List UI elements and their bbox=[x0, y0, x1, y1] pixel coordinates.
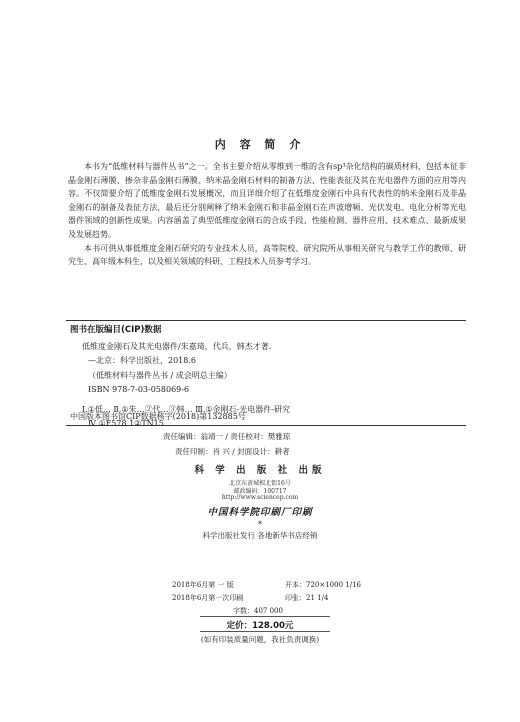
printing-date: 2018年6月第一次印刷 bbox=[172, 594, 244, 602]
cip-line: Ⅳ.①F578.1②TN15 bbox=[88, 419, 164, 429]
publisher-website: http://www.sciencep.com bbox=[221, 494, 299, 501]
staff-printing: 责任印制：肖 兴 / 封面设计：耕者 bbox=[175, 447, 290, 456]
word-count: 字数：407 000 bbox=[233, 607, 283, 615]
edition-date: 2018年6月第 一 版 bbox=[172, 581, 234, 589]
cip-top-rule bbox=[66, 320, 466, 321]
staff-editors: 责任编辑：翁靖一 / 责任校对：樊雅琼 bbox=[163, 432, 291, 441]
price-top-rule bbox=[200, 616, 330, 617]
quality-notice: (如有印装质量问题，我社负责调换) bbox=[200, 635, 320, 644]
intro-text bbox=[68, 160, 466, 269]
cip-line: —北京：科学出版社，2018.6 bbox=[88, 356, 196, 366]
publisher-name: 科 学 出 版 社 出版 bbox=[194, 465, 326, 476]
cip-bottom-rule bbox=[66, 425, 466, 426]
intro-title: 内 容 简 介 bbox=[214, 138, 306, 151]
format-size: 开本：720×1000 1/16 bbox=[285, 581, 361, 589]
cip-record-number: 中国版本图书馆CIP数据核字(2018)第132885号 bbox=[70, 412, 246, 421]
cip-line: ISBN 978-7-03-058069-6 bbox=[88, 385, 190, 395]
intro-paragraph: 本书可供从事低维度金刚石研究的专业技术人员，高等院校、研究院所从事相关研究与教学工作的教师、研究生、高年级本科生，以及相关领域的科研、工程技术人员参考学习。 bbox=[68, 243, 466, 267]
distribution-line: 科学出版社发行 各地新华书店经销 bbox=[202, 531, 318, 540]
publisher-address: 北京东黄城根北街16号 bbox=[229, 480, 291, 487]
cip-heading: 图书在版编目(CIP)数据 bbox=[70, 325, 162, 335]
intro-paragraph: 本书为“低维材料与器件丛书”之一。全书主要介绍从零维到一维的含有sp³杂化结构的碳质材料，包括本征非晶金刚石薄膜、掺杂非晶金刚石薄膜、纳米晶金刚石材料的制备方法、性能表征及其在光电器件方面的应用等内容。不仅简要介绍了低维度金刚石发展概况，而且详细介绍了在低维度金刚石中具有代表性的纳米金刚石及非晶金刚石的制备及表征方法，最后还分别阐释了纳米金刚石和非晶金刚石在声波增频、光伏发电、电化分析等光电器件领域的创新性成果。内容涵盖了典型低维度金刚石的合成手段、性能检测、器件应用、技术难点、最新成果及发展趋势。 bbox=[68, 162, 466, 239]
cip-line: （低维材料与器件丛书 / 成会明总主编） bbox=[88, 370, 232, 380]
publisher-postcode: 邮政编码：100717 bbox=[233, 488, 287, 495]
price: 定价：128.00元 bbox=[226, 621, 294, 631]
printed-sheets: 印张：21 1/4 bbox=[285, 594, 329, 602]
separator-mark: * bbox=[258, 520, 262, 529]
cip-line: Ⅰ.①低… Ⅱ.①朱…②代…③韩… Ⅲ.①金刚石-光电器件-研究 bbox=[82, 404, 290, 414]
price-bottom-rule bbox=[200, 631, 330, 632]
cip-line: 低维度金刚石及其光电器件/朱嘉琦，代兵，韩杰才著. bbox=[82, 342, 272, 351]
printer-name: 中国科学院印刷厂印刷 bbox=[207, 507, 313, 518]
